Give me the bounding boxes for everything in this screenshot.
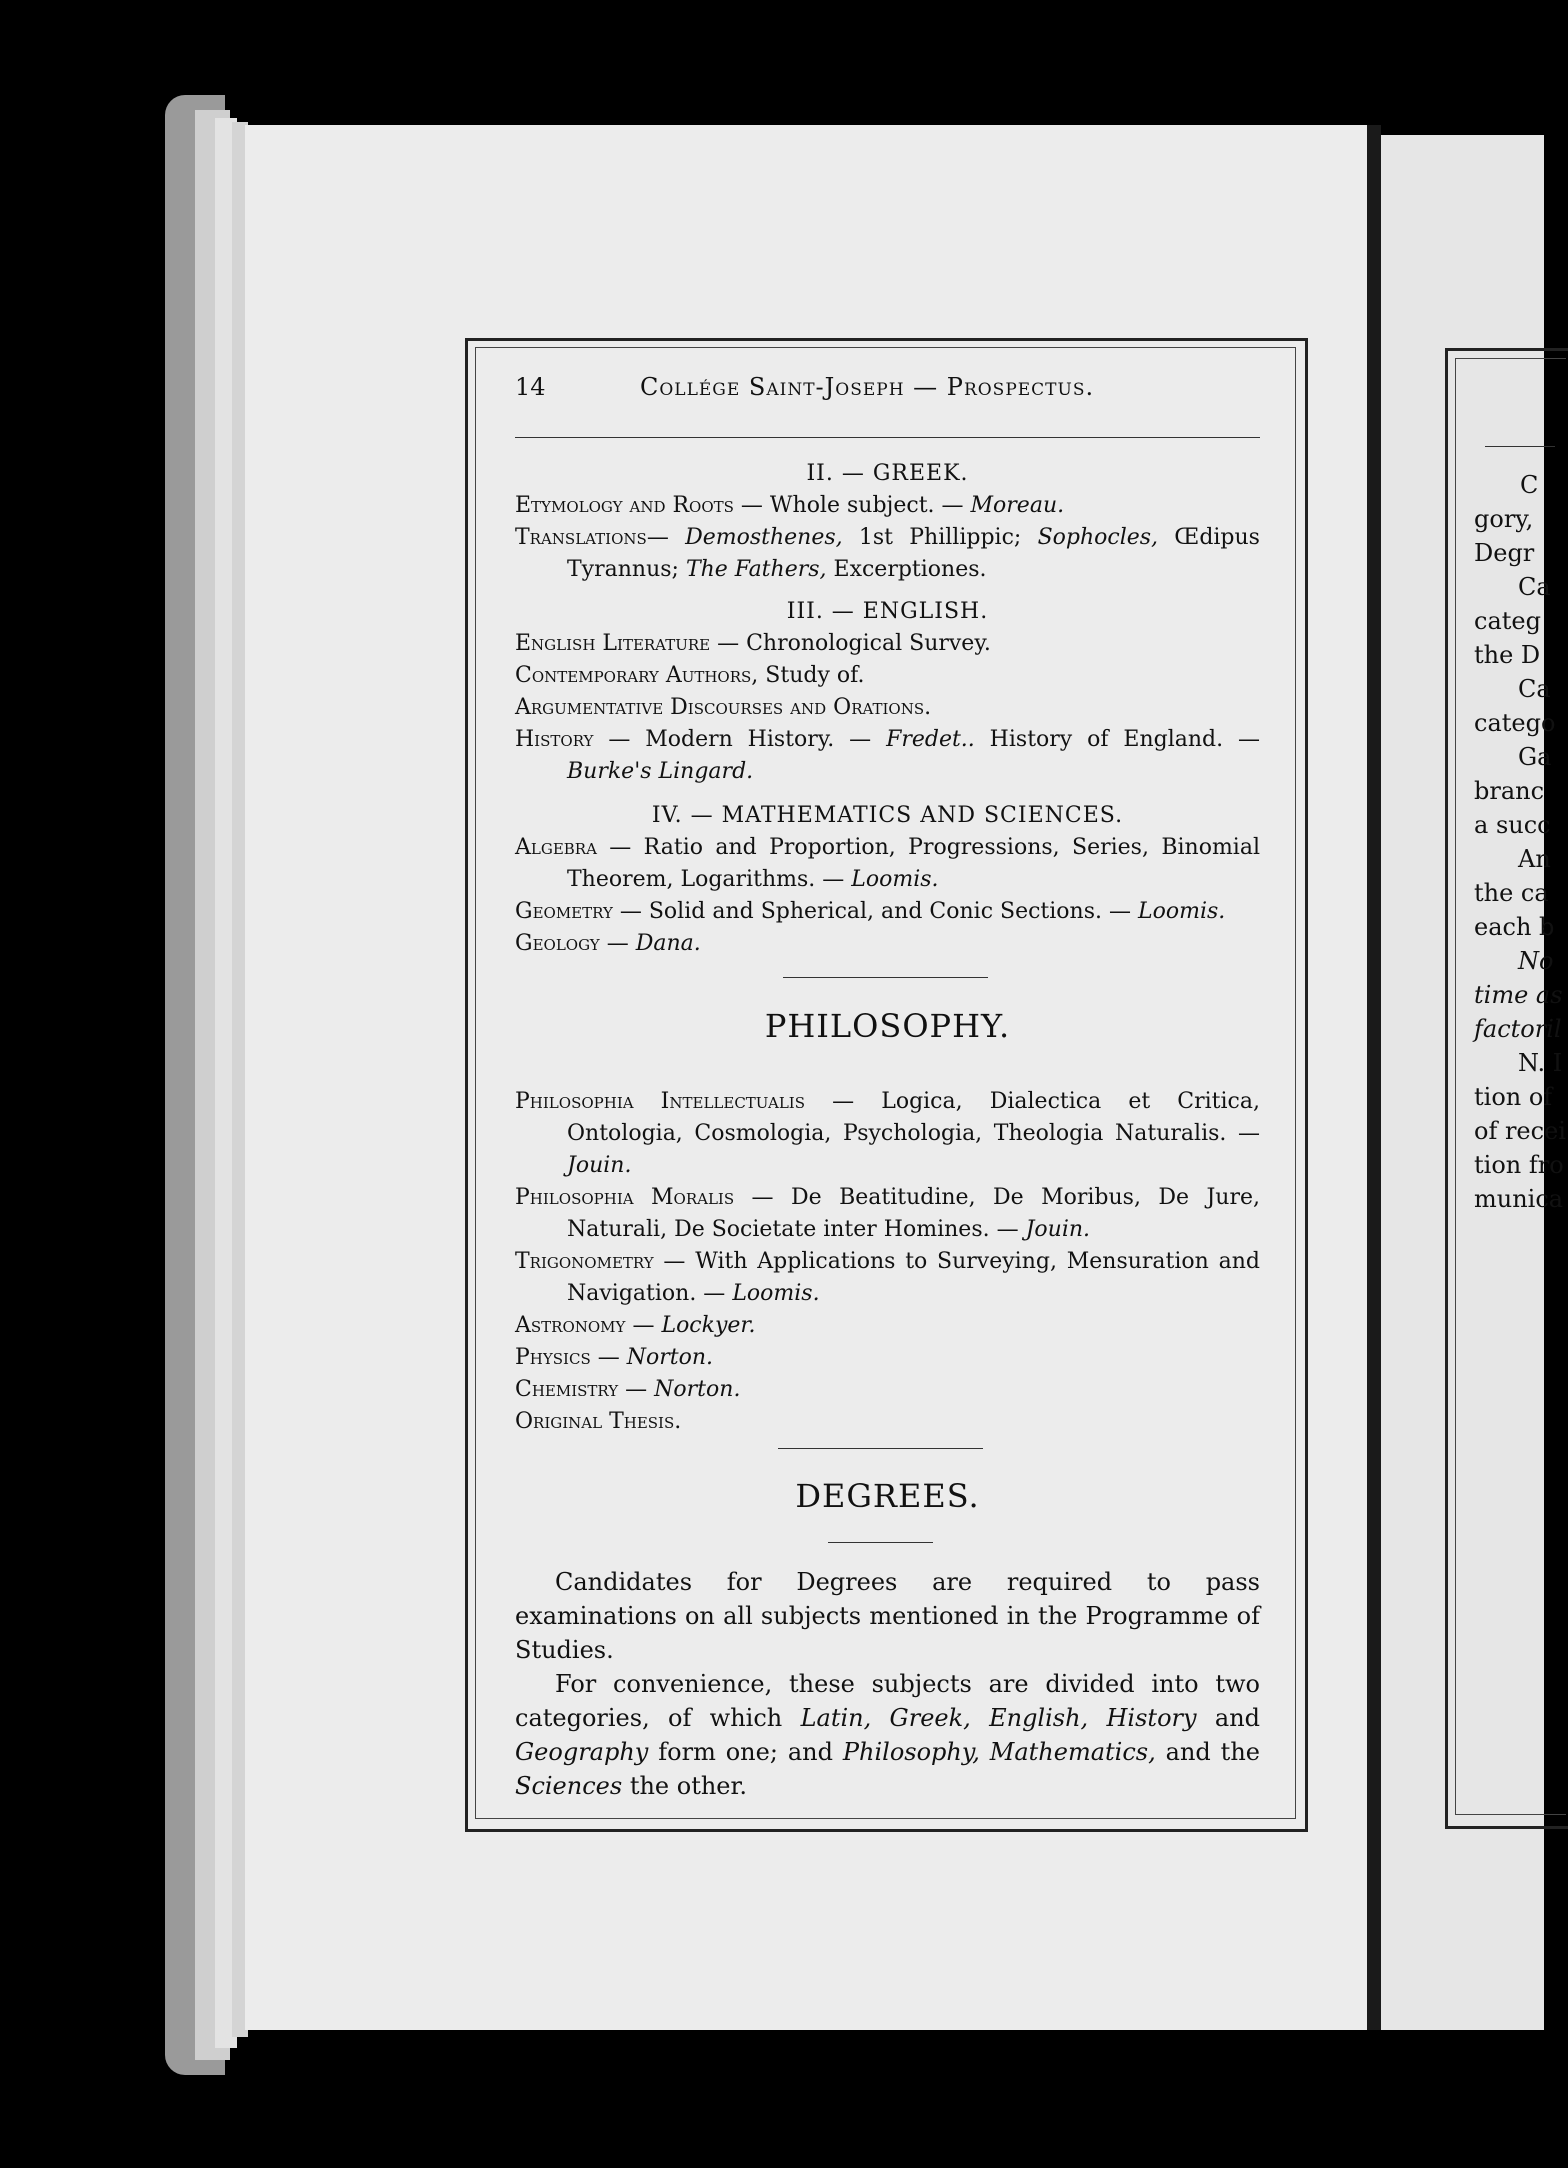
divider bbox=[783, 977, 988, 978]
degrees-text bbox=[515, 1565, 1260, 1803]
list-item: Algebra — Ratio and Proportion, Progressions, Series, Binomial Theorem, Logarithms. — Loomis. bbox=[515, 835, 1260, 892]
section-heading: IV. — MATHEMATICS AND SCIENCES. bbox=[651, 803, 1124, 828]
philosophy-list bbox=[515, 1086, 1260, 1438]
right-page-text bbox=[1460, 468, 1566, 1216]
text-fragment: An bbox=[1518, 845, 1551, 873]
section-heading: III. — ENGLISH. bbox=[786, 599, 989, 624]
list-item: Philosophia Moralis — De Beatitudine, De Moribus, De Jure, Naturali, De Societate inter Homines. — Jouin. bbox=[515, 1185, 1260, 1242]
degrees-section bbox=[515, 1477, 1260, 1515]
list-item: Philosophia Intellectualis — Logica, Dialectica et Critica, Ontologia, Cosmologia, Psychologia, Theologia Naturalis. — Jouin. bbox=[515, 1089, 1260, 1178]
section-heading: DEGREES. bbox=[795, 1477, 980, 1515]
text-fragment: N. I bbox=[1518, 1049, 1563, 1077]
divider bbox=[828, 1542, 933, 1543]
paragraph: For convenience, these subjects are divided into two categories, of which Latin, Greek, English, History and Geography form one; and Philosophy, Mathematics, and the Sciences the other. bbox=[515, 1670, 1261, 1800]
list-item: Original Thesis. bbox=[515, 1409, 682, 1434]
math-section bbox=[515, 800, 1260, 960]
book-spine bbox=[1367, 125, 1381, 2030]
text-fragment: a succ bbox=[1474, 811, 1551, 839]
text-fragment: munica bbox=[1474, 1185, 1564, 1213]
list-item: Translations— Demosthenes, 1st Phillippic; Sophocles, Œdipus Tyrannus; The Fathers, Excerptiones. bbox=[515, 525, 1260, 582]
divider bbox=[778, 1448, 983, 1449]
list-item: Argumentative Discourses and Orations. bbox=[515, 695, 932, 720]
section-heading: II. — GREEK. bbox=[806, 461, 969, 486]
text-fragment: the ca bbox=[1474, 879, 1549, 907]
text-fragment: factoril bbox=[1474, 1015, 1562, 1043]
text-fragment: catego bbox=[1474, 709, 1556, 737]
english-section bbox=[515, 596, 1260, 788]
page-number: 14 bbox=[515, 373, 546, 401]
header-rule bbox=[515, 437, 1260, 438]
text-fragment: time as bbox=[1474, 981, 1563, 1009]
list-item: Contemporary Authors, Study of. bbox=[515, 663, 865, 688]
text-fragment: each b bbox=[1474, 913, 1555, 941]
text-fragment: of recei bbox=[1474, 1117, 1566, 1145]
paragraph: Candidates for Degrees are required to pass examinations on all subjects mentioned in the Programme of Studies. bbox=[515, 1568, 1260, 1664]
list-item: Geology — Dana. bbox=[515, 931, 701, 956]
text-fragment: Degr bbox=[1474, 539, 1535, 567]
text-fragment: gory, bbox=[1474, 505, 1534, 533]
text-fragment: the D bbox=[1474, 641, 1541, 669]
text-fragment: branc bbox=[1474, 777, 1545, 805]
greek-section bbox=[515, 458, 1260, 586]
list-item: English Literature — Chronological Survey. bbox=[515, 631, 991, 656]
philosophy-section bbox=[515, 1007, 1260, 1045]
list-item: Physics — Norton. bbox=[515, 1345, 714, 1370]
list-item: Etymology and Roots — Whole subject. — Moreau. bbox=[515, 493, 1065, 518]
list-item: Geometry — Solid and Spherical, and Conic Sections. — Loomis. bbox=[515, 899, 1226, 924]
list-item: History — Modern History. — Fredet.. History of England. — Burke's Lingard. bbox=[515, 727, 1260, 784]
page-header bbox=[515, 373, 1260, 413]
text-fragment: Ga bbox=[1518, 743, 1552, 771]
text-fragment: Ca bbox=[1518, 675, 1551, 703]
list-item: Chemistry — Norton. bbox=[515, 1377, 741, 1402]
list-item: Astronomy — Lockyer. bbox=[515, 1313, 756, 1338]
right-header-rule bbox=[1485, 446, 1555, 447]
text-fragment: tion of bbox=[1474, 1083, 1553, 1111]
text-fragment: C bbox=[1520, 471, 1539, 499]
text-fragment: tion fro bbox=[1474, 1151, 1564, 1179]
running-head: Collége Saint-Joseph — Prospectus. bbox=[640, 373, 1095, 401]
text-fragment: No bbox=[1518, 947, 1554, 975]
text-fragment: Ca bbox=[1518, 573, 1551, 601]
text-fragment: categ bbox=[1474, 607, 1541, 635]
list-item: Trigonometry — With Applications to Surveying, Mensuration and Navigation. — Loomis. bbox=[515, 1249, 1260, 1306]
section-heading: PHILOSOPHY. bbox=[764, 1007, 1011, 1045]
